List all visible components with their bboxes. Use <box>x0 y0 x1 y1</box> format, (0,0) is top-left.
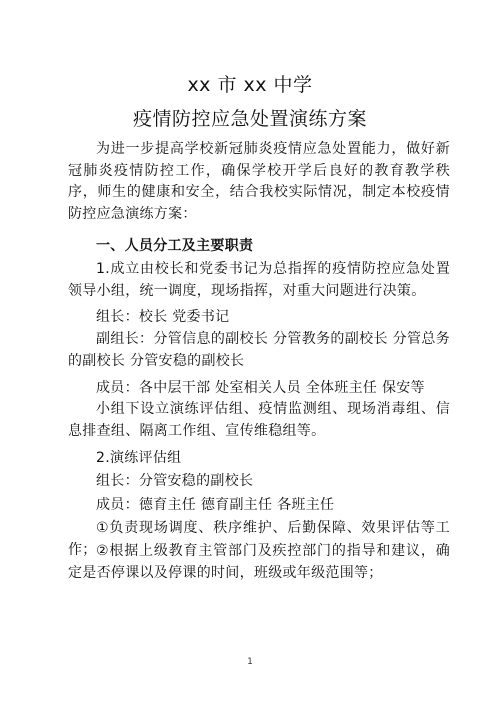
section-heading: 一、人员分工及主要职责 <box>96 238 254 254</box>
duty-1-line: ①负责现场调度、秩序维护、后勤保障、效果评估等工作； <box>68 520 450 558</box>
document-title: 疫情防控应急处置演练方案 <box>132 108 367 130</box>
vice-leader-paragraph: 副组长：分管信息的副校长 分管教务的副校长 分管总务的副校长 分管安稳的副校长 <box>68 331 450 369</box>
leader-line: 组长：校长 党委书记 <box>96 309 230 325</box>
duty-2-paragraph: ②根据上级教育主管部门及疾控部门的指导和建议，确定是否停课以及停课的时间，班级或年级范围等； <box>68 543 450 581</box>
subgroups-paragraph: 小组下设立演练评估组、疫情监测组、现场消毒组、信息排查组、隔离工作组、宣传维稳组等。 <box>68 401 450 439</box>
school-title: xx 市 xx 中学 <box>187 74 313 96</box>
page-number: 1 <box>247 657 253 667</box>
item-2-heading: 2.演练评估组 <box>96 450 182 466</box>
intro-paragraph: 为进一步提高学校新冠肺炎疫情应急处置能力，做好新冠肺炎疫情防控工作，确保学校开学后良好的教育教学秩序，师生的健康和安全，结合我校实际情况，制定本校疫情防控应急演练方案： <box>68 141 450 222</box>
item-2-members-line: 成员：德育主任 德育副主任 各班主任 <box>96 497 335 513</box>
item-1-paragraph: 1.成立由校长和党委书记为总指挥的疫情防控应急处置领导小组，统一调度，现场指挥，对重大问题进行决策。 <box>68 261 450 299</box>
item-2-leader-line: 组长：分管安稳的副校长 <box>96 473 254 489</box>
members-line: 成员：各中层干部 处室相关人员 全体班主任 保安等 <box>96 380 425 396</box>
